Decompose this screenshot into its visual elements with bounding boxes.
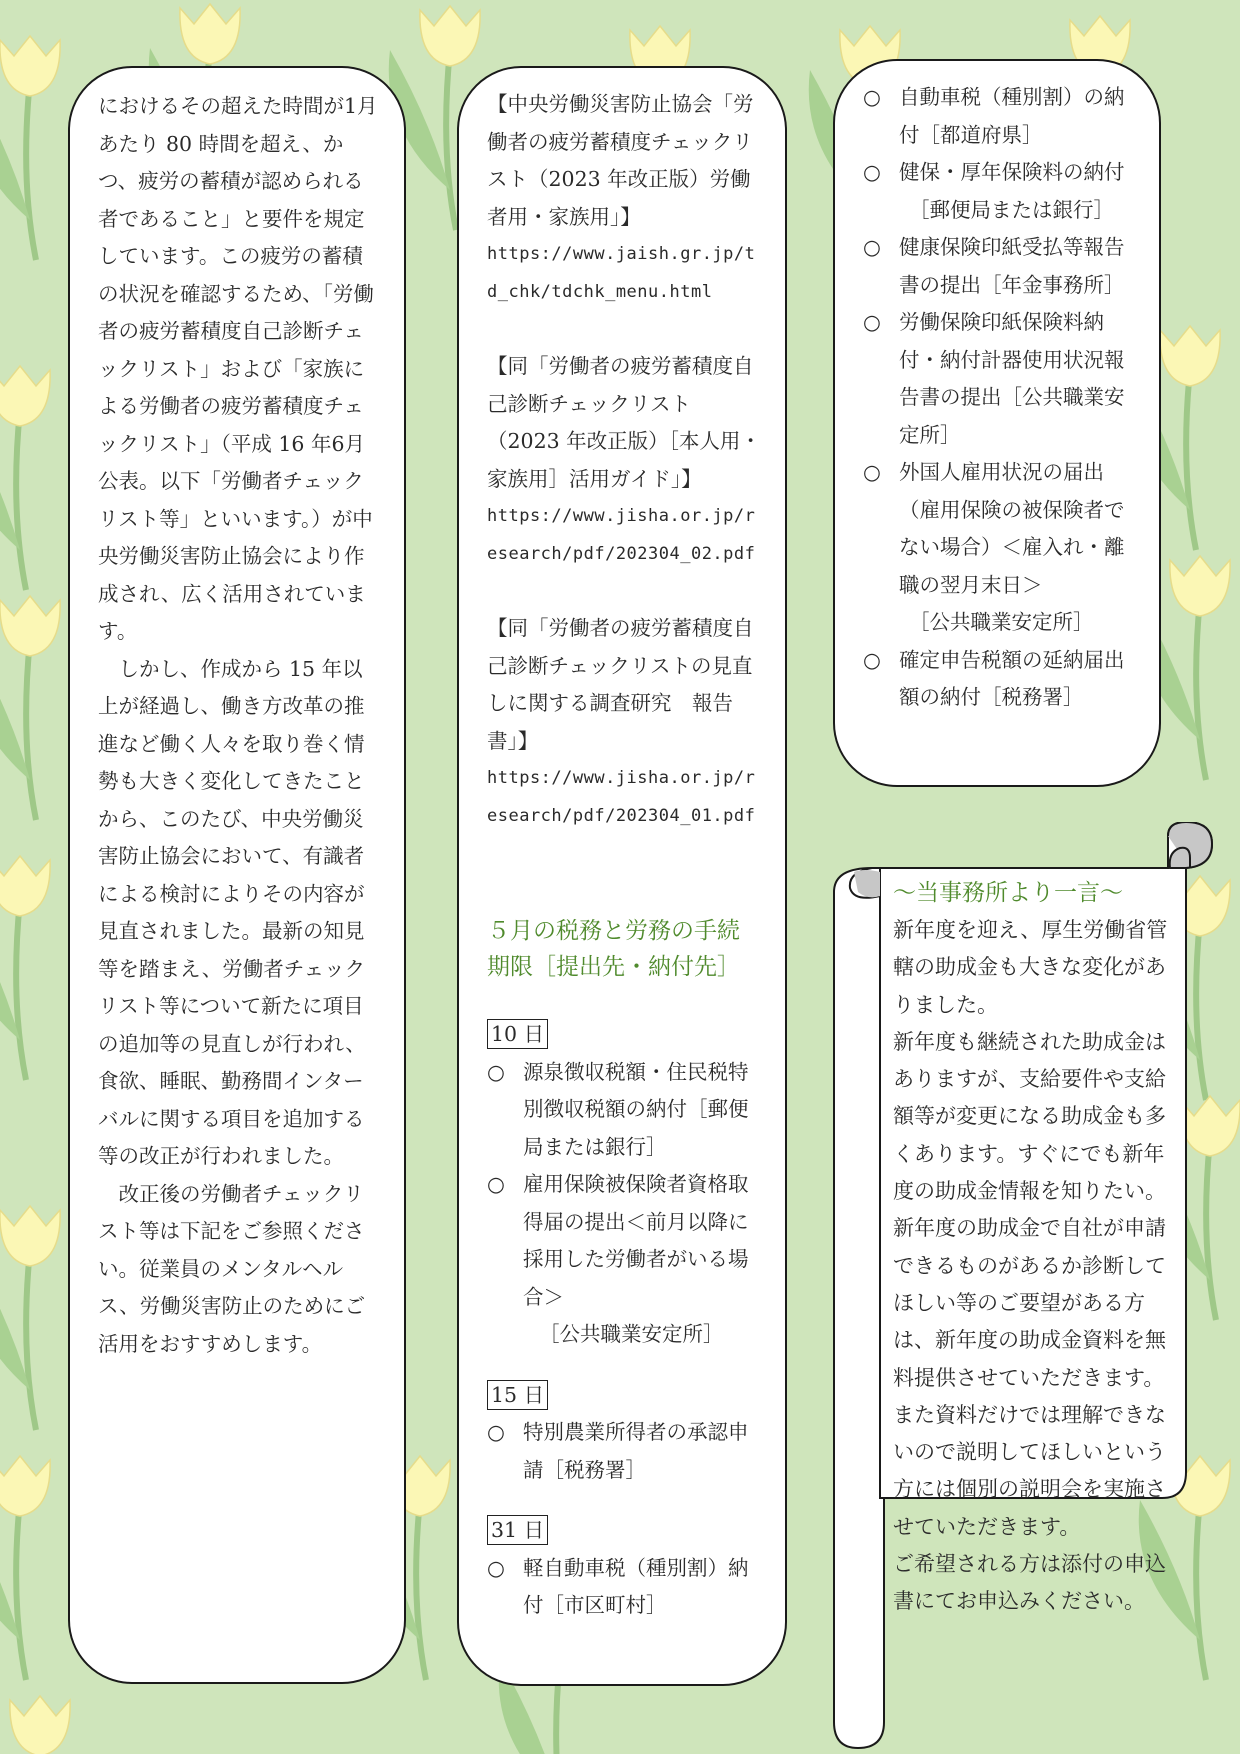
reference-url-1[interactable]: https://www.jaish.gr.jp/td_chk/tdchk_menu.html: [487, 244, 756, 302]
list-item: ○ 健保・厚年保険料の納付: [863, 154, 1137, 192]
article-paragraph-2: しかし、作成から 15 年以上が経過し、働き方改革の推進など働く人々を取り巻く情勢も大きく変化してきたことから、このたび、中央労働災害防止協会において、有識者による検討によりその内容が見直されました。最新の知見等を踏まえ、労働者チェックリスト等について新たに項目の追加等の見直しが行われ、食欲、睡眠、勤務間インターバルに関する項目を追加する等の改正が行われました。: [98, 656, 366, 1168]
list-item: ○ 自動車税（種別割）の納付［都道府県］: [863, 79, 1137, 154]
reference-url-3[interactable]: https://www.jisha.or.jp/research/pdf/202304_01.pdf: [487, 768, 756, 826]
deadline-heading: ５月の税務と労務の手続期限［提出先・納付先］: [487, 918, 740, 980]
list-item: ○ 源泉徴収税額・住民税特別徴収税額の納付［郵便局または銀行］: [487, 1054, 761, 1167]
article-column-2: [457, 66, 787, 1686]
list-item: ○ 外国人雇用状況の届出: [863, 454, 1137, 492]
circle-marker: ○: [863, 85, 881, 109]
list-item: ○ 特別農業所得者の承認申請［税務署］: [487, 1414, 761, 1489]
list-item: ○ 軽自動車税（種別割）納付［市区町村］: [487, 1550, 761, 1625]
scroll-paragraph-1: 新年度を迎え、厚生労働省管轄の助成金も大きな変化がありました。: [893, 918, 1168, 1017]
reference-title-1: 【中央労働災害防止協会「労働者の疲労蓄積度チェックリスト（2023 年改正版）労働者用・家族用」】: [487, 92, 754, 229]
list-item: ○ 労働保険印紙保険料納付・納付計器使用状況報告書の提出［公共職業安定所］: [863, 304, 1137, 454]
circle-marker: ○: [863, 160, 881, 184]
circle-marker: ○: [487, 1059, 505, 1084]
circle-marker: ○: [863, 235, 881, 259]
circle-marker: ○: [487, 1420, 505, 1444]
circle-marker: ○: [863, 647, 881, 672]
list-item: ○ 健康保険印紙受払等報告書の提出［年金事務所］: [863, 229, 1137, 304]
circle-marker: ○: [863, 460, 881, 484]
list-item: ○ 雇用保険被保険者資格取得届の提出＜前月以降に採用した労働者がいる場合＞: [487, 1166, 761, 1316]
article-column-3: [833, 59, 1161, 787]
scroll-paragraph-2: 新年度も継続された助成金はありますが、支給要件や支給額等が変更になる助成金も多くあります。すぐにでも新年度の助成金情報を知りたい。新年度の助成金で自社が申請できるものがあるか診断してほしい等のご要望がある方は、新年度の助成金資料を無料提供させていただきます。また資料だけでは理解できないので説明してほしいという方には個別の説明会を実施させていただきます。: [893, 1029, 1166, 1539]
circle-marker: ○: [487, 1172, 505, 1196]
article-paragraph-1: におけるその超えた時間が1月あたり 80 時間を超え、かつ、疲労の蓄積が認められる者であること」と要件を規定しています。この疲労の蓄積の状況を確認するため、「労働者の疲労蓄積度自己診断チェックリスト」および「家族による労働者の疲労蓄積度チェックリスト」（平成 16 年6月公表。以下「労働者チェックリスト等」といいます。）が中央労働災害防止協会により作成され、広く活用されています。: [98, 94, 378, 643]
reference-title-3: 【同「労働者の疲労蓄積度自己診断チェックリストの見直しに関する調査研究 報告書」】: [487, 616, 754, 753]
scroll-paragraph-3: ご希望される方は添付の申込書にてお申込みください。: [893, 1552, 1166, 1614]
reference-url-2[interactable]: https://www.jisha.or.jp/research/pdf/202304_02.pdf: [487, 506, 756, 564]
article-column-1: [68, 66, 406, 1684]
date-badge-15: 15 日: [487, 1380, 548, 1410]
list-item-sub: ［公共職業安定所］: [909, 610, 1094, 634]
reference-title-2: 【同「労働者の疲労蓄積度自己診断チェックリスト（2023 年改正版）［本人用・家族用］活用ガイド」】: [487, 354, 761, 491]
article-paragraph-3: 改正後の労働者チェックリスト等は下記をご参照ください。従業員のメンタルヘルス、労働災害防止のためにご活用をおすすめします。: [98, 1181, 366, 1356]
list-item-sub: （雇用保険の被保険者でない場合）＜雇入れ・離職の翌月末日＞: [899, 497, 1125, 597]
scroll-title: ～当事務所より一言～: [893, 880, 1123, 906]
date-badge-31: 31 日: [487, 1515, 548, 1545]
circle-marker: ○: [487, 1555, 505, 1580]
scroll-body: [893, 912, 1183, 1621]
list-item-sub: ［公共職業安定所］: [539, 1322, 724, 1346]
list-item-sub: ［郵便局または銀行］: [909, 197, 1114, 222]
date-badge-10: 10 日: [487, 1019, 548, 1049]
circle-marker: ○: [863, 310, 881, 334]
list-item: ○ 確定申告税額の延納届出額の納付［税務署］: [863, 642, 1137, 717]
